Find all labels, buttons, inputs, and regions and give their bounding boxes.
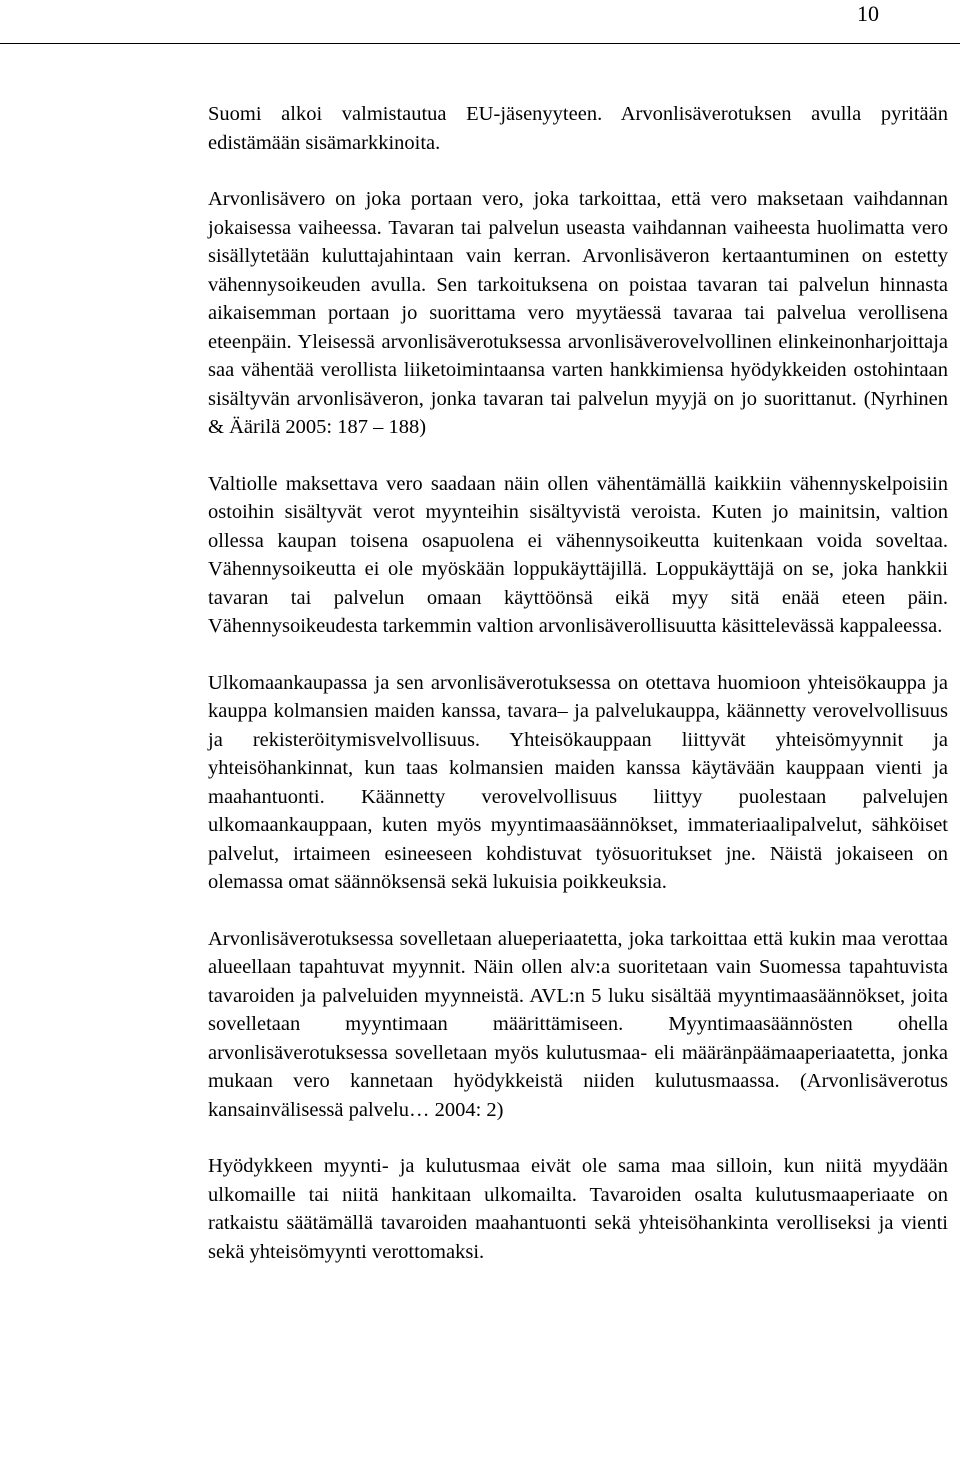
paragraph-consumption-country: Hyödykkeen myynti- ja kulutusmaa eivät ole sama maa silloin, kun niitä myydään ulkomaille tai niitä hankitaan ulkomailta. Tavaroiden osalta kulutusmaaperiaate on ratkaistu säätämällä tavaroiden maahantuonti sekä yhteisöhankinta verolliseksi ja vienti sekä yhteisömyynti verottomaksi. [208,1155,948,1263]
body-text [208,100,948,1266]
paragraph-deduction: Valtiolle maksettava vero saadaan näin ollen vähentämällä kaikkiin vähennyskelpoisiin ostoihin sisältyvät verot myynteihin sisältyvistä veroista. Kuten jo mainitsin, valtion ollessa kaupan toisena osapuolena ei vähennysoikeutta kuitenkaan voida soveltaa. Vähennysoikeutta ei ole myöskään loppukäyttäjillä. Loppukäyttäjä on se, joka hankkii tavaran tai palvelun omaan käyttöönsä eikä myy sitä enää eteen päin. Vähennysoikeudesta tarkemmin valtion arvonlisäverollisuutta käsittelevässä kappaleessa. [208,472,948,637]
header-rule [0,43,960,44]
paragraph-vat-definition: Arvonlisävero on joka portaan vero, joka tarkoittaa, että vero maksetaan vaihdannan jokaisessa vaiheessa. Tavaran tai palvelun useasta vaihdannan vaiheesta huolimatta vero sisällytetään kuluttajahintaan vain kerran. Arvonlisäveron kertaantuminen on estetty vähennysoikeuden avulla. Sen tarkoituksena on poistaa tavaran tai palvelun hinnasta aikaisemman portaan jo suorittama vero myytäessä tavaraa tai palvelua verollisena eteenpäin. Yleisessä arvonlisäverotuksessa arvonlisäverovelvollinen elinkeinonharjoittaja saa vähentää verollista liiketoimintaansa varten hankkimiensa hyödykkeiden ostohintaan sisältyvän arvonlisäveron, jonka tavaran tai palvelun myyjä on jo suorittanut. (Nyrhinen & Äärilä 2005: 187 – 188) [208,188,948,438]
paragraph-territorial-principle: Arvonlisäverotuksessa sovelletaan alueperiaatetta, joka tarkoittaa että kukin maa verottaa alueellaan tapahtuvat myynnit. Näin ollen alv:a suoritetaan vain Suomessa tapahtuvista tavaroiden ja palveluiden myynneistä. AVL:n 5 luku sisältää myyntimaasäännökset, joita sovelletaan myyntimaan määrittämiseen. Myyntimaasäännösten ohella arvonlisäverotuksessa sovelletaan myös kulutusmaa- eli määränpäämaaperiaatetta, jonka mukaan vero kannetaan hyödykkeistä niiden kulutusmaassa. (Arvonlisäverotus kansainvälisessä palvelu… 2004: 2) [208,927,948,1121]
page-number: 10 [857,1,879,26]
paragraph-eu-membership: Suomi alkoi valmistautua EU-jäsenyyteen. Arvonlisäverotuksen avulla pyritään edistämään sisämarkkinoita. [208,103,948,154]
paragraph-foreign-trade: Ulkomaankaupassa ja sen arvonlisäverotuksessa on otettava huomioon yhteisökauppa ja kauppa kolmansien maiden kanssa, tavara– ja palvelukauppa, käännetty verovelvollisuus ja rekisteröitymisvelvollisuus. Yhteisökauppaan liittyvät yhteisömyynnit ja yhteisöhankinnat, kun taas kolmansien maiden kanssa käytävään kauppaan vienti ja maahantuonti. Käännetty verovelvollisuus liittyy puolestaan palvelujen ulkomaankauppaan, kuten myös myyntimaasäännökset, immateriaalipalvelut, sähköiset palvelut, irtaimeen esineeseen kohdistuvat työsuoritukset jne. Näistä jokaiseen on olemassa omat säännöksensä sekä lukuisia poikkeuksia. [208,671,948,893]
